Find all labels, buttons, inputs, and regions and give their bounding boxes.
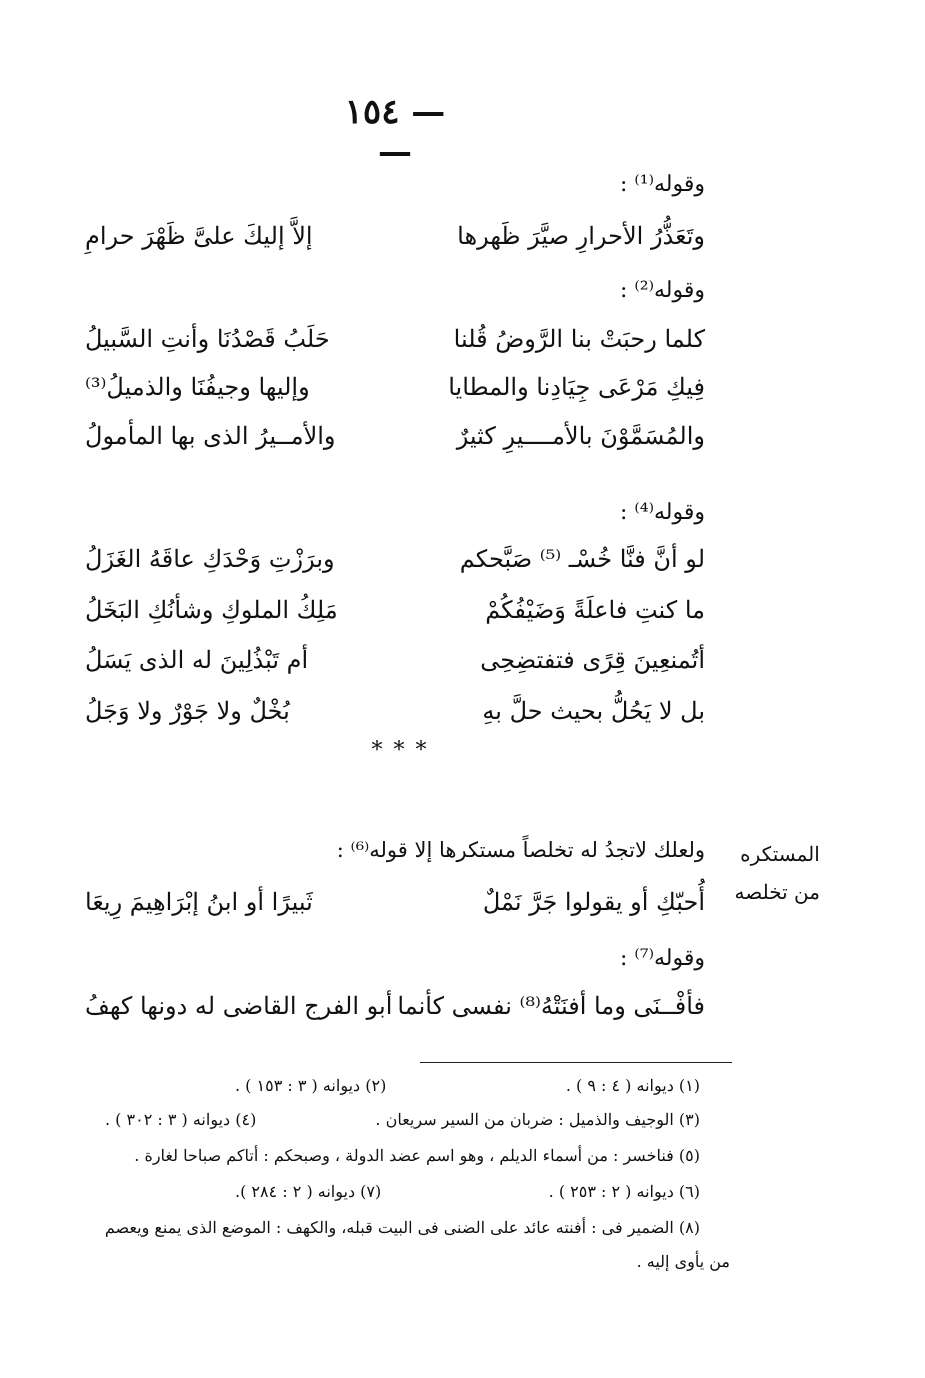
margin-note-line2: من تخلصه — [734, 880, 820, 904]
footnote-8-continuation: من يأوى إليه . — [636, 1252, 730, 1271]
verse-second-hemistich: بُخْلٌ ولا جَوْرٌ ولا وَجَلُ — [85, 697, 290, 725]
verse-line — [85, 697, 705, 741]
verse-second-hemistich: ثَبيرًا أو ابنُ إبْرَاهِيمَ رِيعَا — [85, 888, 313, 916]
verse-first-hemistich: لو أنَّ فنَّا خُسْـ ⁽⁵⁾ صَبَّحكم — [459, 545, 705, 573]
footnote-7: (٧) ديوانه ( ٢ : ٢٨٤ ). — [235, 1182, 382, 1201]
footnote-6: (٦) ديوانه ( ٢ : ٢٥٣ ) . — [548, 1182, 700, 1201]
verse-intro: وقوله⁽⁷⁾ : — [619, 946, 705, 971]
section-divider-stars: * * * — [371, 738, 429, 763]
verse-line — [85, 545, 705, 589]
verse-first-hemistich: أتُمنعِينَ قِرًى فتفتضِحِى — [480, 646, 705, 674]
verse-line — [85, 373, 705, 417]
verse-second-hemistich: أم تَبْذُلِينَ له الذى يَسَلُ — [85, 646, 309, 674]
verse-second-hemistich: وإليها وجيفُنَا والذميلُ⁽³⁾ — [85, 373, 310, 401]
verse-intro: وقوله⁽²⁾ : — [619, 278, 705, 303]
verse-second-hemistich: أبو الفرج القاضى له دونها كهفُ — [85, 992, 393, 1020]
verse-second-hemistich: والأمــيرُ الذى بها المأمولُ — [85, 422, 336, 450]
verse-line — [85, 646, 705, 690]
footnote-8: (٨) الضمير فى : أفنته عائد على الضنى فى البيت قبله، والكهف : الموضع الذى يمنع ويعصم — [104, 1218, 700, 1237]
verse-line — [85, 596, 705, 640]
verse-second-hemistich: مَلِكُ الملوكِ وشأنُكِ البَخَلُ — [85, 596, 338, 624]
footnote-2: (٢) ديوانه ( ٣ : ١٥٣ ) . — [235, 1076, 387, 1095]
verse-line — [85, 422, 705, 466]
margin-note-line1: المستكره — [740, 842, 820, 866]
verse-first-hemistich: فِيكِ مَرْعَى جِيَادِنا والمطايا — [448, 373, 705, 401]
verse-first-hemistich: فأفْــنَى وما أفنَتْهُ⁽⁸⁾ نفسى كأنما — [397, 992, 705, 1020]
footnote-5: (٥) فناخسر : من أسماء الديلم ، وهو اسم عضد الدولة ، وصبحكم : أتاكم صباحا لغارة . — [134, 1146, 700, 1165]
verse-first-hemistich: وتَعَذُّرُ الأحرارِ صيَّرَ ظَهرها — [457, 222, 705, 250]
verse-second-hemistich: وبرَزْتِ وَحْدَكِ عاقَهُ الغَزَلُ — [85, 545, 335, 573]
verse-intro: وقوله⁽⁴⁾ : — [619, 500, 705, 525]
verse-line — [85, 992, 705, 1036]
verse-first-hemistich: كلما رحبَتْ بنا الرَّوضُ قُلنا — [453, 325, 705, 353]
transition-sentence: ولعلك لاتجدُ له تخلصاً مستكرها إلا قوله⁽⁶⁾ : — [336, 838, 705, 862]
verse-line — [85, 325, 705, 369]
verse-second-hemistich: إلاَّ إليكَ علىَّ ظَهْرَ حرامِ — [85, 222, 313, 250]
footnote-1: (١) ديوانه ( ٤ : ٩ ) . — [565, 1076, 700, 1095]
verse-intro: وقوله⁽¹⁾ : — [619, 172, 705, 197]
footnote-separator — [420, 1062, 732, 1063]
verse-first-hemistich: أُحبّكِ أو يقولوا جَرَّ نَمْلٌ — [482, 888, 705, 916]
verse-second-hemistich: حَلَبُ قَصْدُنَا وأنتِ السَّبيلُ — [85, 325, 330, 353]
verse-line — [85, 222, 705, 266]
verse-first-hemistich: بل لا يَحُلُّ بحيث حلَّ بهِ — [482, 697, 705, 725]
verse-line — [85, 888, 705, 932]
page-number: — ١٥٤ — — [344, 92, 446, 172]
verse-first-hemistich: والمُسَمَّوْنَ بالأمــــيرِ كثيرٌ — [456, 422, 705, 450]
footnote-3: (٣) الوجيف والذميل : ضربان من السير سريعان . — [375, 1110, 700, 1129]
verse-first-hemistich: ما كنتِ فاعلَةً وَضَيْفُكُمْ — [485, 596, 705, 624]
footnote-4: (٤) ديوانه ( ٣ : ٣٠٢ ) . — [105, 1110, 257, 1129]
